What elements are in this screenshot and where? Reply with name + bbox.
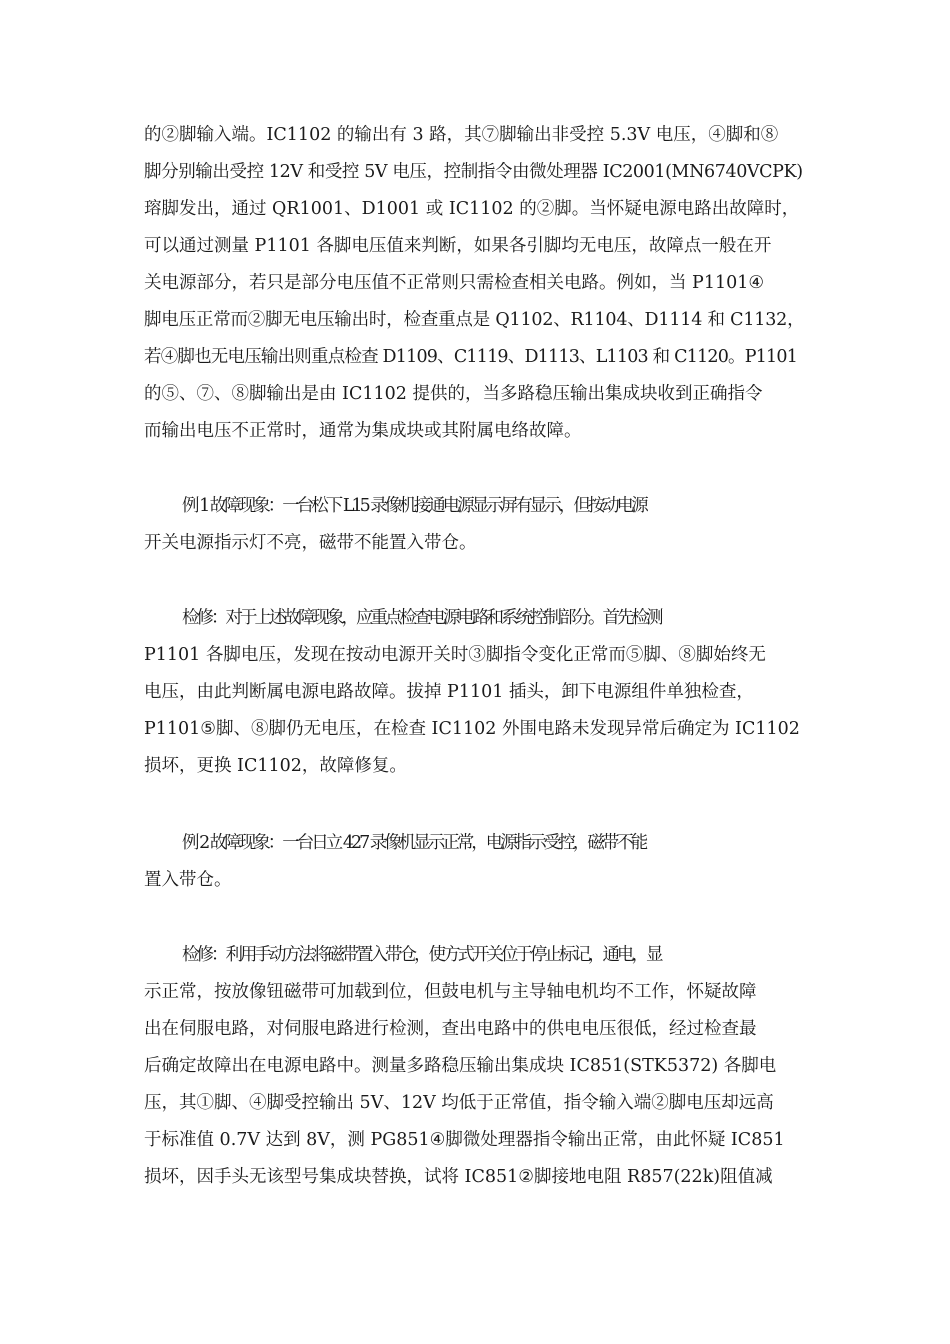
text-line: 的⑤、⑦、⑧脚输出是由 IC1102 提供的，当多路稳压输出集成块收到正确指令 xyxy=(144,384,763,404)
text-line: 例 1 故障现象：一台松下 L15 录像机接通电源显示屏有显示，但按动电源 xyxy=(182,496,646,516)
text-line: 检修：对于上述故障现象，应重点检查电源电路和系统控制部分。首先检测 xyxy=(182,608,661,628)
text-line: P1101⑤脚、⑧脚仍无电压，在检查 IC1102 外围电路未发现异常后确定为 IC1102 xyxy=(144,719,800,739)
text-line: 而输出电压不正常时，通常为集成块或其附属电络故障。 xyxy=(144,421,582,441)
text-line: 瑢脚发出，通过 QR1001、D1001 或 IC1102 的②脚。当怀疑电源电路出故障时， xyxy=(144,199,800,219)
text-line: 脚电压正常而②脚无电压输出时，检查重点是 Q1102、R1104、D1114 和 C1132， xyxy=(144,310,805,330)
text-line: 置入带仓。 xyxy=(144,870,232,890)
text-line: 的②脚输入端。IC1102 的输出有 3 路，其⑦脚输出非受控 5.3V 电压，④脚和⑧ xyxy=(144,125,779,145)
text-line: 损坏，因手头无该型号集成块替换，试将 IC851②脚接地电阻 R857(22k)阻值减 xyxy=(144,1167,773,1187)
text-line: 开关电源指示灯不亮，磁带不能置入带仓。 xyxy=(144,533,477,553)
text-line: 检修：利用手动方法将磁带置入带仓，使方式开关位于停止标记，通电，显 xyxy=(182,945,661,965)
text-line: 压，其①脚、④脚受控输出 5V、12V 均低于正常值，指令输入端②脚电压却远高 xyxy=(144,1093,774,1113)
text-line: 可以通过测量 P1101 各脚电压值来判断，如果各引脚均无电压，故障点一般在开 xyxy=(144,236,772,256)
text-line: P1101 各脚电压，发现在按动电源开关时③脚指令变化正常而⑤脚、⑧脚始终无 xyxy=(144,645,766,665)
text-line: 损坏，更换 IC1102，故障修复。 xyxy=(144,756,407,776)
text-line: 脚分别输出受控 12V 和受控 5V 电压，控制指令由微处理器 IC2001(MN6740VCPK) xyxy=(144,162,803,182)
text-line: 出在伺服电路，对伺服电路进行检测，查出电路中的供电电压很低，经过检查最 xyxy=(144,1019,757,1039)
text-line: 例 2 故障现象：一台日立 427 录像机显示正常，电源指示受控，磁带不能 xyxy=(182,833,646,853)
text-line: 示正常，按放像钮磁带可加载到位，但鼓电机与主导轴电机均不工作，怀疑故障 xyxy=(144,982,757,1002)
text-line: 后确定故障出在电源电路中。测量多路稳压输出集成块 IC851(STK5372) 各脚电 xyxy=(144,1056,777,1076)
text-line: 若④脚也无电压输出则重点检查 D1109、C1119、D1113、L1103 和 C1120。P1101 xyxy=(144,347,798,367)
text-line: 关电源部分，若只是部分电压值不正常则只需检查相关电路。例如，当 P1101④ xyxy=(144,273,765,293)
text-line: 于标准值 0.7V 达到 8V，测 PG851④脚微处理器指令输出正常，由此怀疑 IC851 xyxy=(144,1130,785,1150)
text-line: 电压，由此判断属电源电路故障。拔掉 P1101 插头，卸下电源组件单独检查， xyxy=(144,682,754,702)
